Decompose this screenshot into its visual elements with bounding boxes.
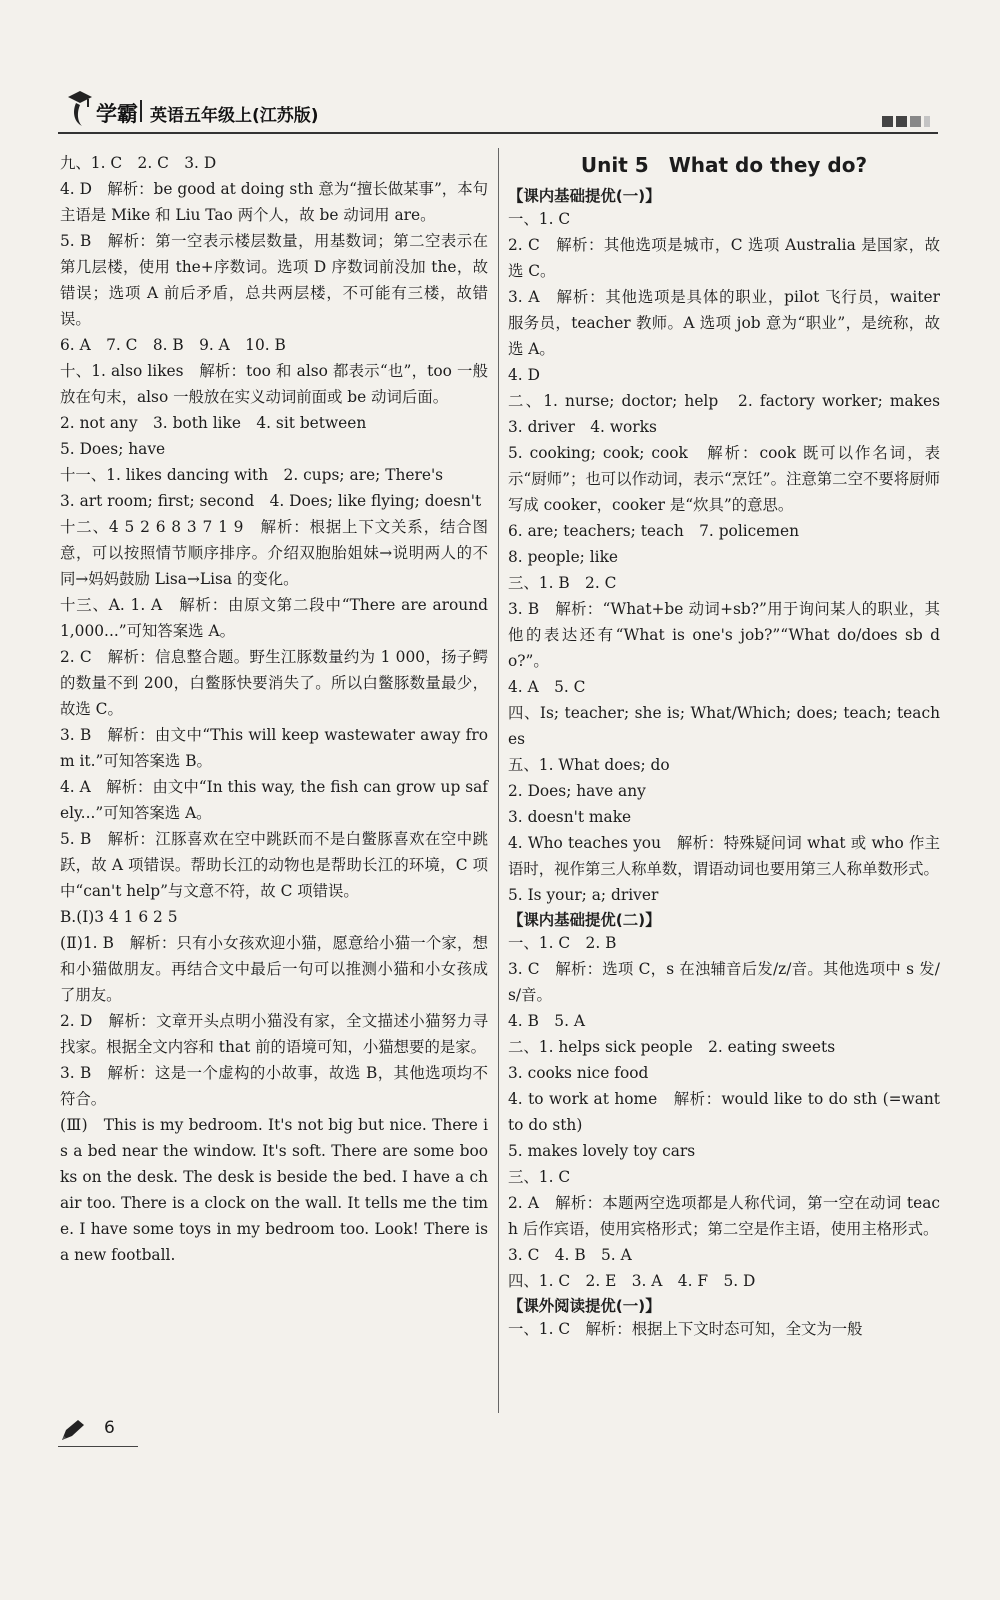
answer-line: 3. cooks nice food <box>508 1064 649 1082</box>
answer-line: 2. Does; have any <box>508 782 646 800</box>
answer-line: (Ⅱ)1. B 解析：只有小女孩欢迎小猫，愿意给小猫一个家，想和小猫做朋友。再结合文中最后一句可以推测小猫和小女孩成了朋友。 <box>60 934 488 1004</box>
answer-line: 2. A 解析：本题两空选项都是人称代词，第一空在动词 teach 后作宾语，使用宾格形式；第二空是作主语，使用主格形式。 <box>508 1194 940 1238</box>
section-heading: 【课内基础提优(一)】 <box>508 187 661 205</box>
header-separator <box>140 100 142 122</box>
answer-line: 4. Who teaches you 解析：特殊疑问词 what 或 who 作主语时，视作第三人称单数，谓语动词也要用第三人称单数形式。 <box>508 834 940 878</box>
answer-line: 十一、1. likes dancing with 2. cups; are; There's <box>60 466 444 484</box>
answer-line: 三、1. B 2. C <box>508 574 617 592</box>
answer-line: 3. art room; first; second 4. Does; like flying; doesn't <box>60 492 482 510</box>
answer-line: 四、Is; teacher; she is; What/Which; does; teach; teaches <box>508 704 940 748</box>
answer-line: 5. B 解析：第一空表示楼层数量，用基数词；第二空表示在第几层楼，使用 the+序数词。选项 D 序数词前没加 the，故错误；选项 A 前后矛盾，总共两层楼，不可能有三楼，故错误。 <box>60 232 488 328</box>
header-decoration <box>882 116 930 127</box>
answer-line: 8. people; like <box>508 548 619 566</box>
header-rule <box>58 132 938 134</box>
answer-line: 2. D 解析：文章开头点明小猫没有家，全文描述小猫努力寻找家。根据全文内容和 that 前的语境可知，小猫想要的是家。 <box>60 1012 488 1056</box>
answer-line: 4. to work at home 解析：would like to do sth (=want to do sth) <box>508 1090 940 1134</box>
footer-rule <box>58 1446 138 1447</box>
page-footer <box>58 1418 158 1444</box>
answer-line: 九、1. C 2. C 3. D <box>60 154 217 172</box>
answer-line: 4. B 5. A <box>508 1012 585 1030</box>
answer-line: B.(Ⅰ)3 4 1 6 2 5 <box>60 908 178 926</box>
answer-line: 一、1. C 解析：根据上下文时态可知，全文为一般 <box>508 1320 863 1338</box>
page-number: 6 <box>104 1418 115 1438</box>
answer-line: 2. C 解析：其他选项是城市，C 选项 Australia 是国家，故选 C。 <box>508 236 940 280</box>
right-column <box>508 150 956 1342</box>
column-divider <box>498 148 499 1413</box>
answer-line: 3. A 解析：其他选项是具体的职业，pilot 飞行员，waiter 服务员，teacher 教师。A 选项 job 意为“职业”，是统称，故选 A。 <box>508 288 940 358</box>
section-heading: 【课内基础提优(二)】 <box>508 911 661 929</box>
answer-line: 4. D <box>508 366 540 384</box>
answer-line: 十二、4 5 2 6 8 3 7 1 9 解析：根据上下文关系，结合图意，可以按照情节顺序排序。介绍双胞胎姐妹→说明两人的不同→妈妈鼓励 Lisa→Lisa 的变化。 <box>60 518 488 588</box>
answer-line: 十三、A. 1. A 解析：由原文第二段中“There are around 1,000...”可知答案选 A。 <box>60 596 488 640</box>
answer-line: 一、1. C <box>508 210 571 228</box>
answer-line: 2. C 解析：信息整合题。野生江豚数量约为 1 000，扬子鳄的数量不到 200，白鳖豚快要消失了。所以白鳖豚数量最少，故选 C。 <box>60 648 488 718</box>
pencil-icon <box>58 1418 86 1444</box>
answer-line: 3. B 解析：由文中“This will keep wastewater away from it.”可知答案选 B。 <box>60 726 488 770</box>
book-title: 英语五年级上(江苏版) <box>150 106 319 126</box>
answer-line: 三、1. C <box>508 1168 571 1186</box>
answer-line: 6. are; teachers; teach 7. policemen <box>508 522 800 540</box>
brand-name: 学霸 <box>96 102 138 126</box>
answer-line: 4. A 解析：由文中“In this way, the fish can grow up safely...”可知答案选 A。 <box>60 778 488 822</box>
page-header <box>58 88 938 134</box>
answer-line: 5. cooking; cook; cook 解析：cook 既可以作名词，表示“厨师”；也可以作动词，表示“烹饪”。注意第二空不要将厨师写成 cooker，cooker 是“炊具”的意思。 <box>508 444 940 514</box>
answer-line: 5. B 解析：江豚喜欢在空中跳跃而不是白鳖豚喜欢在空中跳跃，故 A 项错误。帮助长江的动物也是帮助长江的环境，C 项中“can't help”与文意不符，故 C 项错误。 <box>60 830 488 900</box>
answer-line: 3. doesn't make <box>508 808 632 826</box>
answer-line: 二、1. helps sick people 2. eating sweets <box>508 1038 836 1056</box>
answer-line: 五、1. What does; do <box>508 756 670 774</box>
answer-line: 5. Does; have <box>60 440 166 458</box>
answer-line: 6. A 7. C 8. B 9. A 10. B <box>60 336 286 354</box>
unit-title: Unit 5 What do they do? <box>580 153 868 177</box>
answer-line: 3. C 4. B 5. A <box>508 1246 632 1264</box>
answer-line: 4. D 解析：be good at doing sth 意为“擅长做某事”，本句主语是 Mike 和 Liu Tao 两个人，故 be 动词用 are。 <box>60 180 488 224</box>
graduation-cap-icon <box>66 88 94 128</box>
answer-line: 一、1. C 2. B <box>508 934 617 952</box>
answer-line: 3. B 解析：这是一个虚构的小故事，故选 B，其他选项均不符合。 <box>60 1064 488 1108</box>
answer-line: 5. makes lovely toy cars <box>508 1142 696 1160</box>
left-column <box>60 150 488 1268</box>
answer-line: 2. not any 3. both like 4. sit between <box>60 414 367 432</box>
answer-line: 5. Is your; a; driver <box>508 886 659 904</box>
section-heading: 【课外阅读提优(一)】 <box>508 1297 661 1315</box>
answer-line: (Ⅲ) This is my bedroom. It's not big but nice. There is a bed near the window. It's soft. There are some books on the desk. The desk is beside the bed. I have a chair too. There is a clock on the wall. It tells me the time. I have some toys in my bedroom too. Look! There is a new football. <box>60 1116 488 1264</box>
answer-line: 3. C 解析：选项 C，s 在浊辅音后发/z/音。其他选项中 s 发/s/音。 <box>508 960 940 1004</box>
answer-line: 二、1. nurse; doctor; help 2. factory worker; makes 3. driver 4. works <box>508 392 956 436</box>
answer-line: 四、1. C 2. E 3. A 4. F 5. D <box>508 1272 756 1290</box>
answer-line: 3. B 解析：“What+be 动词+sb?”用于询问某人的职业，其他的表达还有“What is one's job?”“What do/does sb do?”。 <box>508 600 940 670</box>
answer-line: 十、1. also likes 解析：too 和 also 都表示“也”，too 一般放在句末，also 一般放在实义动词前面或 be 动词后面。 <box>60 362 488 406</box>
answer-line: 4. A 5. C <box>508 678 586 696</box>
